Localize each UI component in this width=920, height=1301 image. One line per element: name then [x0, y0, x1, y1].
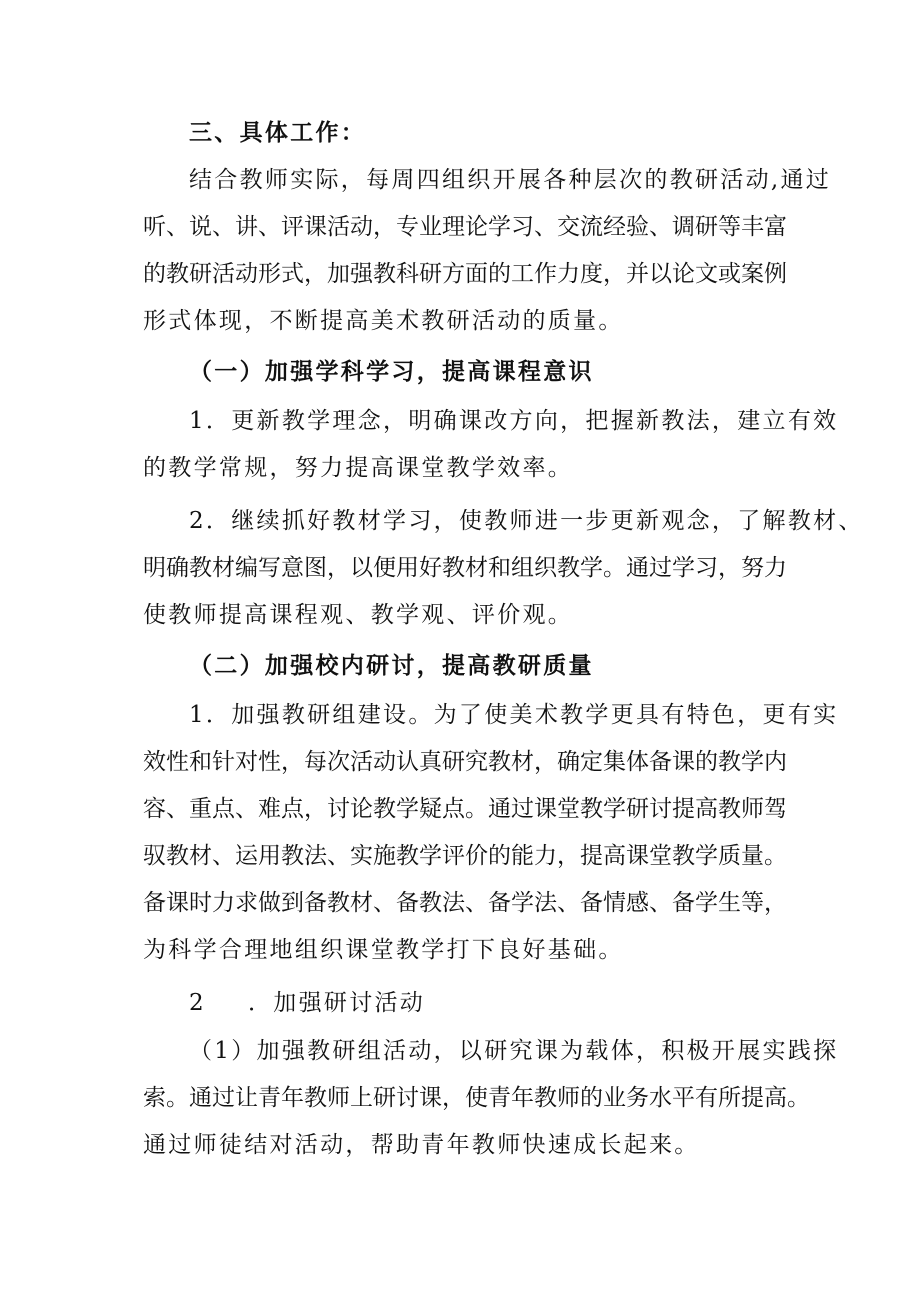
- sub2-item2-sub1-line-2: 索。通过让青年教师上研讨课，使青年教师的业务水平有所提高。: [143, 1085, 810, 1111]
- sub1-item2-line-1: 2．继续抓好教材学习，使教师进一步更新观念，了解教材、: [189, 508, 864, 534]
- sub2-item1-line-6: 为科学合理地组织课堂教学打下良好基础。: [143, 937, 624, 963]
- section-heading: 三、具体工作：: [189, 119, 367, 146]
- sub1-item2-line-3: 使教师提高课程观、教学观、评价观。: [143, 602, 574, 628]
- intro-line-2: 听、说、讲、评课活动，专业理论学习、交流经验、调研等丰富: [143, 214, 787, 240]
- sub1-heading: （一）加强学科学习，提高课程意识: [189, 358, 594, 385]
- sub2-item2-sub1-line-3: 通过师徒结对活动，帮助青年教师快速成长起来。: [143, 1132, 700, 1158]
- sub2-item1-line-3: 容、重点、难点，讨论教学疑点。通过课堂教学研讨提高教师驾: [143, 796, 787, 822]
- sub2-item2-number: 2: [189, 990, 206, 1016]
- sub2-item2-sub1-line-1: （1）加强教研组活动，以研究课为载体，积极开展实践探: [189, 1038, 839, 1064]
- intro-line-1: 结合教师实际，每周四组织开展各种层次的教研活动,通过: [189, 167, 832, 193]
- sub2-item1-line-4: 驭教材、运用教法、实施教学评价的能力，提高课堂教学质量。: [143, 843, 787, 869]
- sub2-item2-title: ．加强研讨活动: [248, 990, 426, 1016]
- sub1-item1-line-1: 1．更新教学理念，明确课改方向，把握新教法，建立有效: [189, 408, 839, 434]
- sub2-item1-line-2: 效性和针对性，每次活动认真研究教材，确定集体备课的教学内: [143, 749, 787, 775]
- intro-line-3: 的教研活动形式，加强教科研方面的工作力度，并以论文或案例: [143, 261, 787, 287]
- sub2-item1-line-5: 备课时力求做到备教材、备教法、备学法、备情感、备学生等，: [143, 890, 787, 916]
- sub1-item2-line-2: 明确教材编写意图，以便用好教材和组织教学。通过学习，努力: [143, 555, 787, 581]
- intro-line-4: 形式体现，不断提高美术教研活动的质量。: [143, 308, 624, 334]
- sub2-item1-line-1: 1．加强教研组建设。为了使美术教学更具有特色，更有实: [189, 702, 839, 728]
- sub1-item1-line-2: 的教学常规，努力提高课堂教学效率。: [143, 455, 574, 481]
- sub2-heading: （二）加强校内研讨，提高教研质量: [189, 652, 594, 679]
